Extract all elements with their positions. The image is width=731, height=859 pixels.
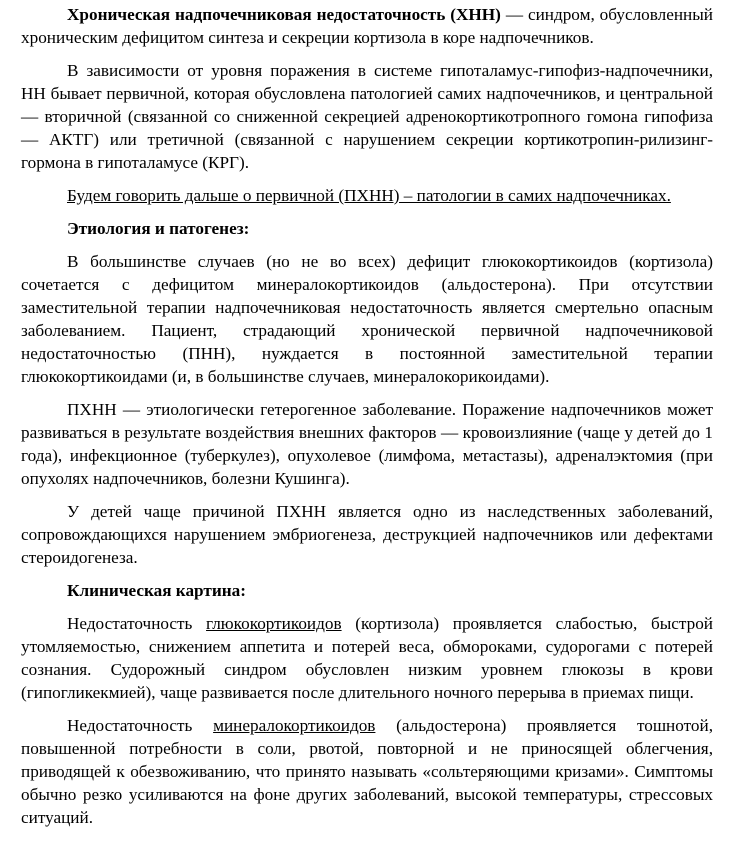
heading-clinical: Клиническая картина:	[67, 581, 246, 600]
term-hnn: Хроническая надпочечниковая недостаточность (ХНН)	[67, 5, 501, 24]
glucocorticoid-rest: (кортизола) проявляется слабостью, быстрой утомляемостью, снижением аппетита и потерей веса, обмороками, судорогами с потерей сознания. Судорожный синдром обусловлен низким уровнем глюкозы в крови (гипогликекмией), чаще развивается после длительного ночного перерыва в приемах пищи.	[21, 614, 713, 702]
paragraph-glucocorticoid	[21, 612, 713, 704]
mineralocorticoid-pre: Недостаточность	[67, 716, 214, 735]
heading-etiology: Этиология и патогенез:	[67, 219, 250, 238]
paragraph-mineralocorticoid	[21, 714, 713, 829]
paragraph-classification: В зависимости от уровня поражения в системе гипоталамус-гипофиз-надпочечники, НН бывает первичной, которая обусловлена патологией самих надпочечников, и центральной — вторичной (связанной со сниженной секрецией адренокортикотропного гомона гипофиза — АКТГ) или третичной (связанной с нарушением секреции кортикотропин-рилизинг-гормона в гипоталамусе (КРГ).	[21, 61, 713, 172]
term-glucocorticoids: глюкокортикоидов	[206, 614, 342, 633]
paragraph-heterogeneity: ПХНН — этиологически гетерогенное заболевание. Поражение надпочечников может развиваться в результате воздействия внешних факторов — кровоизлияние (чаще у детей до 1 года), инфекционное (туберкулез), опухолевое (лимфома, метастазы), адреналэктомия (при опухолях надпочечников, болезни Кушинга).	[21, 400, 713, 488]
paragraph-scope-note: Будем говорить дальше о первичной (ПХНН) – патологии в самих надпочечниках.	[67, 186, 671, 205]
term-mineralocorticoids: минералокортикоидов	[213, 716, 376, 735]
paragraph-definition	[21, 3, 713, 49]
document-page	[21, 3, 713, 839]
paragraph-children-causes: У детей чаще причиной ПХНН является одно из наследственных заболеваний, сопровождающихся нарушением эмбриогенеза, деструкцией надпочечников или дефектами стероидогенеза.	[21, 502, 713, 567]
glucocorticoid-pre: Недостаточность	[67, 614, 207, 633]
definition-text: — синдром, обусловленный хроническим дефицитом синтеза и секреции кортизола в коре надпочечников.	[21, 5, 713, 47]
mineralocorticoid-rest: (альдостерона) проявляется тошнотой, повышенной потребности в соли, рвотой, повторной и не приносящей облегчения, приводящей к обезвоживанию, что принято называть «сольтеряющими кризами». Симптомы обычно резко усиливаются на фоне других заболеваний, высокой температуры, стрессовых ситуаций.	[21, 716, 713, 827]
paragraph-deficit: В большинстве случаев (но не во всех) дефицит глюкокортикоидов (кортизола) сочетается с дефицитом минералокортикоидов (альдостерона). При отсутствии заместительной терапии надпочечниковая недостаточность является смертельно опасным заболеванием. Пациент, страдающий хронической первичной надпочечниковой недостаточностью (ПНН), нуждается в постоянной заместительной терапии глюкокортикоидами (и, в большинстве случаев, минералокорикоидами).	[21, 252, 713, 386]
